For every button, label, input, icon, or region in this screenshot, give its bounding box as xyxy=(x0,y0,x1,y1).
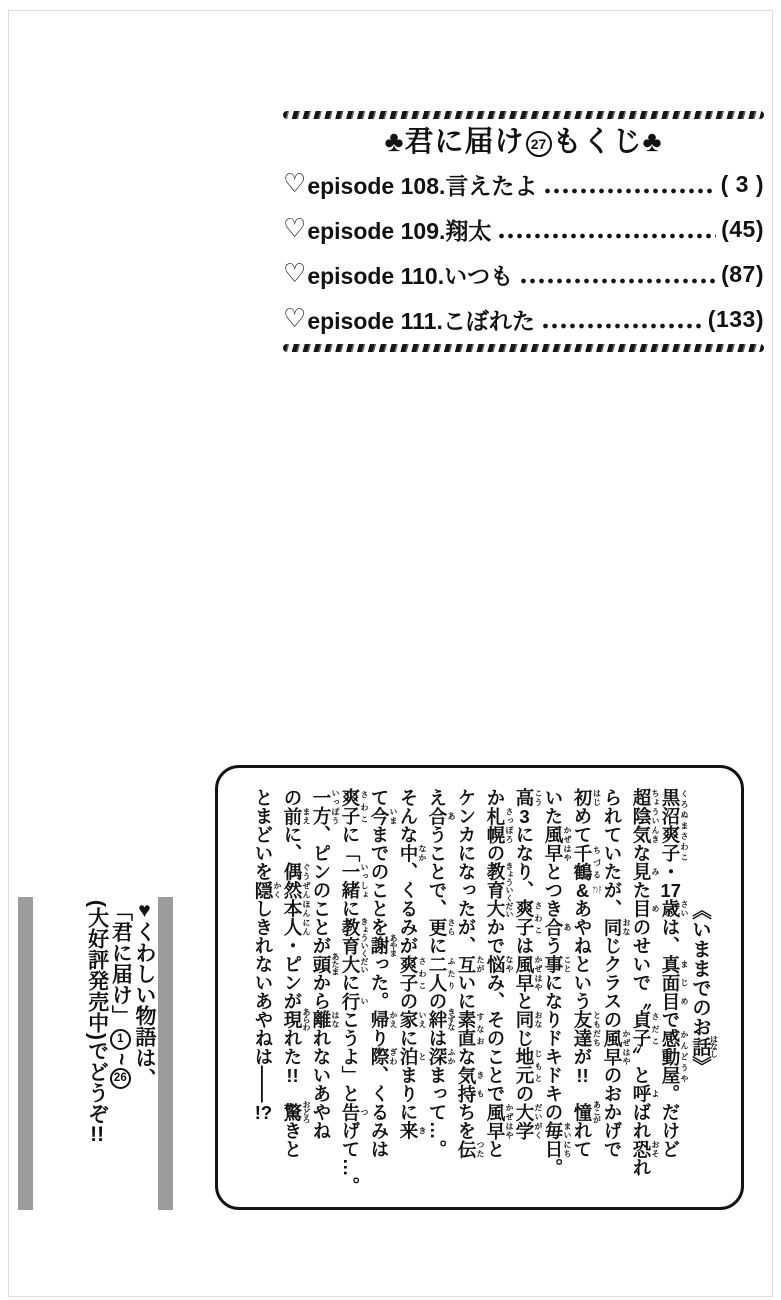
summary-column xyxy=(603,788,631,1187)
ruby-text: 伝 つた xyxy=(456,1139,485,1158)
ruby-text: 風早 かぜはや xyxy=(514,954,543,992)
toc-section xyxy=(283,111,764,352)
text-segment: な xyxy=(631,843,652,862)
text-segment: う xyxy=(543,936,564,955)
summary-column xyxy=(370,788,398,1187)
episode-label: episode 110.いつも xyxy=(307,263,514,289)
ruby-text: 謝 あやま xyxy=(369,934,398,957)
ruby-text: 気持 きも xyxy=(456,1065,485,1103)
text-segment: くわしい物語は、 xyxy=(133,921,156,1089)
text-segment: のおかげで xyxy=(602,1065,623,1158)
text-segment: の xyxy=(485,843,506,862)
text-segment: に xyxy=(340,899,361,918)
text-segment: の xyxy=(427,991,448,1010)
text-segment: れて xyxy=(572,1121,593,1158)
text-segment: !! xyxy=(90,1124,105,1145)
text-segment: と xyxy=(485,1139,506,1158)
text-segment: になり、 xyxy=(514,825,535,899)
text-segment: か xyxy=(485,788,506,807)
text-segment: で xyxy=(660,1010,681,1029)
ruby-text: 偶然本人 ぐうぜんほんにん xyxy=(282,862,311,936)
text-segment: 《いままでのお xyxy=(689,900,711,1037)
toc-title-pre: ♣君に届け xyxy=(384,126,525,158)
dot-leader xyxy=(497,233,716,239)
text-segment: 17 xyxy=(660,880,681,899)
ruby-text: 風早 かぜはや xyxy=(485,1102,514,1140)
text-segment: きと xyxy=(282,1121,303,1158)
text-segment: あやねという xyxy=(572,899,593,1010)
page-number: ( 3 ) xyxy=(720,171,764,197)
text-segment: 26 xyxy=(110,1068,131,1089)
ruby-text: 目 め xyxy=(631,899,660,918)
text-segment: とつき xyxy=(543,862,564,918)
toc-item xyxy=(283,297,764,342)
summary-column xyxy=(428,788,456,1187)
ruby-text: 教育大 きょういくだい xyxy=(485,862,514,918)
text-segment: 》 xyxy=(689,1056,711,1076)
ruby-text: 頭 あたま xyxy=(311,952,340,975)
toc-items xyxy=(283,162,764,342)
text-segment: な xyxy=(456,1047,477,1066)
ruby-text: 悩 なや xyxy=(485,954,514,973)
promo-column xyxy=(132,900,155,1220)
ruby-text: 真面目 まじめ xyxy=(660,954,689,1010)
ruby-text: 今 いま xyxy=(369,806,398,825)
volume-number-circled: 27 xyxy=(526,131,552,157)
ruby-text: 黒沼爽子 くろぬまさわこ xyxy=(660,788,689,862)
summary-column xyxy=(544,788,572,1187)
text-segment: !! xyxy=(576,1065,589,1084)
text-segment: うことで、 xyxy=(427,825,448,918)
ruby-text: 大学 だいがく xyxy=(514,1102,543,1140)
ruby-text: 合 あ xyxy=(427,806,456,825)
text-segment: と xyxy=(514,991,535,1010)
text-segment: った。 xyxy=(369,954,390,1010)
ruby-text: 素直 すなお xyxy=(456,1010,485,1047)
text-segment: めて xyxy=(572,806,593,844)
text-segment: ~ xyxy=(109,1053,133,1066)
ruby-text: 合 あ xyxy=(543,917,572,936)
ruby-text: 風早 かぜはや xyxy=(602,1028,631,1066)
heart-icon: ♡ xyxy=(283,303,307,333)
ruby-text: 地元 じもと xyxy=(514,1047,543,1084)
text-segment: られていたが、 xyxy=(602,788,623,918)
divider-bar-right xyxy=(158,897,173,1210)
text-segment: り xyxy=(369,1028,390,1047)
dot-leader xyxy=(543,188,715,194)
ruby-text: 見 み xyxy=(631,862,660,881)
ruby-text: 感動屋 かんどうや xyxy=(660,1028,689,1084)
dot-leader xyxy=(541,323,703,329)
promo-column xyxy=(109,900,132,1220)
summary-box xyxy=(215,765,744,1210)
ruby-text: & アンド xyxy=(575,880,602,899)
text-segment: かで xyxy=(485,917,506,955)
rope-border-bottom xyxy=(283,344,764,352)
text-segment: に xyxy=(340,973,361,992)
text-segment: 1 xyxy=(110,1029,131,1050)
summary-column xyxy=(457,788,485,1187)
text-segment: に、 xyxy=(282,825,303,862)
ruby-text: 千鶴 ちづる xyxy=(572,843,602,881)
text-segment: になりドキドキの xyxy=(543,973,564,1121)
text-segment: まりに xyxy=(398,1065,419,1121)
ruby-text: 爽子 さわこ xyxy=(398,954,427,992)
text-segment: に xyxy=(398,1028,419,1047)
text-segment: (大好評発売中)でどうぞ xyxy=(85,900,109,1124)
text-segment: 〟と xyxy=(631,1047,652,1084)
ruby-text: 互 たが xyxy=(456,954,485,973)
ruby-text: 隠 かく xyxy=(253,880,282,899)
text-segment: そんな xyxy=(398,788,419,844)
ruby-text: 帰 かえ xyxy=(369,1010,398,1029)
ruby-text: 一方 いっぽう xyxy=(311,788,340,825)
summary-column xyxy=(283,788,311,1187)
text-segment: げて…。 xyxy=(340,1121,361,1195)
ruby-text: 一緒 いっしょ xyxy=(340,862,369,899)
ruby-text: 超陰気 ちょういんき xyxy=(631,788,660,844)
episode-label: episode 111.こぼれた xyxy=(307,308,535,334)
text-segment: え xyxy=(427,788,448,807)
ruby-text: 告 つ xyxy=(340,1102,369,1121)
text-segment: じクラスの xyxy=(602,936,623,1029)
summary-column xyxy=(399,788,427,1187)
toc-item xyxy=(283,162,764,207)
text-segment: れ xyxy=(631,1158,652,1177)
ruby-text: 離 はな xyxy=(311,1010,340,1029)
ruby-text: 高 こう xyxy=(514,788,543,807)
text-segment: は xyxy=(514,936,535,955)
ruby-text: 歳 さい xyxy=(660,899,689,918)
page-number: (133) xyxy=(707,306,764,332)
heart-icon: ♡ xyxy=(283,213,307,243)
summary-column xyxy=(340,788,369,1195)
text-segment: れないあやね xyxy=(311,1028,332,1140)
dot-leader xyxy=(519,278,716,284)
text-segment: までのことを xyxy=(369,825,390,936)
text-segment: ・ xyxy=(660,862,681,881)
text-segment: 「君に届け」 xyxy=(109,900,133,1026)
summary-column xyxy=(254,788,282,1187)
ruby-text: 呼 よ xyxy=(631,1084,660,1103)
promo-column xyxy=(85,900,108,1220)
page-number: (45) xyxy=(721,216,764,242)
toc-title-post: もくじ♣ xyxy=(552,126,663,158)
summary-column xyxy=(661,788,689,1187)
text-segment: み、そのことで xyxy=(485,973,506,1103)
ruby-text: 驚 おどろ xyxy=(282,1100,311,1123)
text-segment: いた xyxy=(543,788,564,825)
ruby-text: 毎日 まいにち xyxy=(543,1121,572,1158)
ruby-text: 札幌 さっぽろ xyxy=(485,806,514,844)
text-segment: まって…。 xyxy=(427,1065,448,1158)
text-segment: ・ピンが xyxy=(282,936,303,1010)
text-segment: 。だけど xyxy=(660,1084,681,1158)
text-segment: て xyxy=(369,788,390,807)
text-segment: れた xyxy=(282,1028,303,1066)
ruby-text: 際 ぎわ xyxy=(369,1047,398,1066)
heart-icon: ♥ xyxy=(138,900,151,921)
ruby-text: 爽子 さわこ xyxy=(340,788,369,825)
text-segment: から xyxy=(311,973,332,1010)
ruby-text: 事 こと xyxy=(543,954,572,973)
text-segment: た xyxy=(631,880,652,899)
text-segment: が xyxy=(572,1047,593,1066)
text-segment xyxy=(282,1084,303,1103)
text-segment: 3 xyxy=(519,806,530,825)
page-number: (87) xyxy=(721,261,764,287)
text-segment xyxy=(572,1084,593,1103)
ruby-text: 泊 と xyxy=(398,1047,427,1066)
promo-section xyxy=(34,900,156,1220)
text-segment: じ xyxy=(514,1028,535,1047)
ruby-text: 憧 あこが xyxy=(572,1100,602,1123)
ruby-text: 更 さら xyxy=(427,917,456,936)
ruby-text: 爽子 さわこ xyxy=(514,899,543,936)
text-segment: に xyxy=(427,936,448,955)
ruby-text: 来 き xyxy=(398,1121,427,1140)
text-segment: こうよ」と xyxy=(340,1010,361,1103)
ruby-text: 風早 かぜはや xyxy=(543,825,572,862)
text-segment: 、くるみが xyxy=(398,862,419,955)
ruby-text: 深 ふか xyxy=(427,1047,456,1066)
text-segment: のせいで〝 xyxy=(631,917,652,1010)
ruby-text: 前 まえ xyxy=(282,806,311,825)
summary-column xyxy=(515,788,543,1187)
toc-item xyxy=(283,207,764,252)
ruby-text: 恐 おそ xyxy=(631,1139,660,1158)
ruby-text: 同 おな xyxy=(602,917,631,936)
divider-bar-left xyxy=(18,897,33,1210)
ruby-text: 話はなし xyxy=(689,1035,719,1058)
text-segment: は xyxy=(427,1028,448,1047)
text-segment: は、 xyxy=(660,917,681,955)
ruby-text: 現 あらわ xyxy=(282,1008,311,1031)
summary-column xyxy=(690,900,719,1187)
ruby-text: 絆 きずな xyxy=(427,1008,456,1031)
ruby-text: 同 おな xyxy=(514,1010,543,1029)
text-segment: いに xyxy=(456,973,477,1010)
ruby-text: 初 はじ xyxy=(572,788,602,807)
text-segment: の xyxy=(282,788,303,807)
summary-column xyxy=(486,788,514,1187)
text-segment: 、ピンのことが xyxy=(311,825,332,955)
text-segment: の xyxy=(514,1084,535,1103)
toc-title xyxy=(283,126,764,158)
text-segment: !? xyxy=(254,1102,273,1121)
text-segment: 。 xyxy=(543,1158,564,1177)
toc-item xyxy=(283,252,764,297)
text-segment: ケンカになったが、 xyxy=(456,788,477,955)
text-segment: ちを xyxy=(456,1102,477,1140)
ruby-text: 二人 ふたり xyxy=(427,954,456,992)
ruby-text: 中 なか xyxy=(398,843,427,862)
text-segment: 、くるみは xyxy=(369,1065,390,1158)
summary-column xyxy=(632,788,660,1187)
text-segment: !! xyxy=(286,1065,299,1084)
episode-label: episode 109.翔太 xyxy=(307,218,492,244)
ruby-text: 貞子 さだこ xyxy=(631,1010,660,1047)
heart-icon: ♡ xyxy=(283,258,307,288)
summary-column xyxy=(312,788,340,1187)
text-segment: とまどいを xyxy=(253,788,274,881)
text-segment: に「 xyxy=(340,825,361,862)
text-segment: ばれ xyxy=(631,1102,652,1140)
rope-border-top xyxy=(283,111,764,119)
episode-label: episode 108.言えたよ xyxy=(307,173,538,199)
ruby-text: 友達 ともだち xyxy=(572,1010,602,1047)
heart-icon: ♡ xyxy=(283,168,307,198)
summary-column xyxy=(573,788,602,1187)
text-segment: しきれないあやねは—— xyxy=(253,899,274,1103)
ruby-text: 家 いえ xyxy=(398,1010,427,1029)
ruby-text: 行 い xyxy=(340,991,369,1010)
text-segment: の xyxy=(398,991,419,1010)
ruby-text: 教育大 きょういくだい xyxy=(340,917,369,973)
